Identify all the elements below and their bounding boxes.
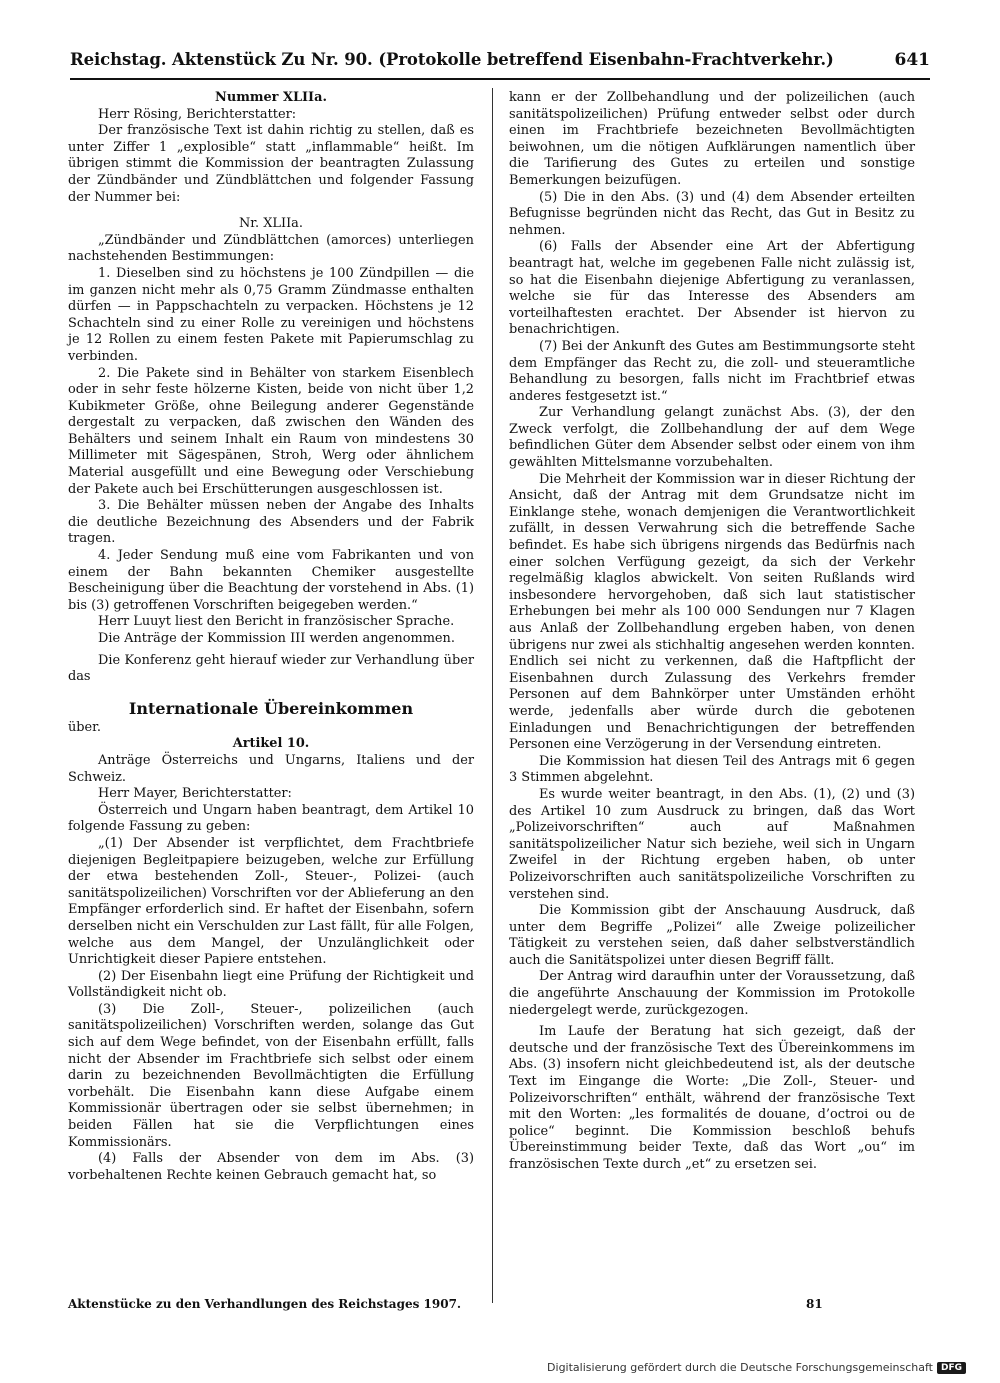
dfg-logo: DFG	[937, 1362, 966, 1374]
header-rule	[70, 78, 930, 80]
paragraph: Die Kommission gibt der Anschauung Ausdruck, daß unter dem Begriffe „Polizei“ alle Zweige polizeilicher Tätigkeit zu verstehen seien, daß daher selbstverständlich auch die Sanitätspolizei unter diesen Begriff fällt.	[509, 903, 915, 968]
paragraph: Der französische Text ist dahin richtig zu stellen, daß es unter Ziffer 1 „explosible“ statt „inflammable“ heißt. Im übrigen stimmt die Kommission der beantragten Zulassung der Zündbänder und Zündblättchen und folgender Fassung der Nummer bei:	[68, 123, 474, 205]
paragraph: kann er der Zollbehandlung und der polizeilichen (auch sanitätspolizeilichen) Prüfung entweder selbst oder durch einen im Frachtbriefe bezeichneten Bevollmächtigten beiwohnen, um die nötigen Aufklärungen namentlich über die Tarifierung des Gutes zu erteilen und sonstige Bemerkungen beizufügen.	[509, 90, 915, 188]
paragraph: 1. Dieselben sind zu höchstens je 100 Zündpillen — die im ganzen nicht mehr als 0,75 Gramm Zündmasse enthalten dürfen — in Pappschachteln zu verpacken. Höchstens je 12 Schachteln sind zu einer Rolle zu vereinigen und höchstens je 12 Rollen zu einem festen Pakete mit Papierumschlag zu verbinden.	[68, 265, 474, 364]
paragraph: „(1) Der Absender ist verpflichtet, dem Frachtbriefe diejenigen Begleitpapiere beizugeben, welche zur Erfüllung der etwa bestehenden Zoll-, Steuer-, Polizei- (auch sanitätspolizeilichen) Vorschriften vor der Ablieferung an den Empfänger erforderlich sind. Er haftet der Eisenbahn, sofern derselben nicht ein Verschulden zur Last fällt, für alle Folgen, welche aus dem Mangel, der Unzulänglichkeit oder Unrichtigkeit dieser Papiere entstehen.	[68, 835, 474, 968]
paragraph: Zur Verhandlung gelangt zunächst Abs. (3), der den Zweck verfolgt, die Zollbehandlung der auf dem Wege befindlichen Güter dem Absender selbst oder einem von ihm gewählten Mittelsmanne vorzubehalten.	[509, 405, 915, 471]
paragraph: 3. Die Behälter müssen neben der Angabe des Inhalts die deutliche Bezeichnung des Absenders und der Fabrik tragen.	[68, 498, 474, 547]
paragraph: 4. Jeder Sendung muß eine vom Fabrikanten und von einem der Bahn bekannten Chemiker ausgestellte Bescheinigung über die Beachtung der vorstehend in Abs. (1) bis (3) getroffenen Vorschriften beigegeben werden.“	[68, 548, 474, 613]
running-header	[70, 50, 930, 76]
paragraph: Herr Mayer, Berichterstatter:	[98, 786, 292, 802]
paragraph: (5) Die in den Abs. (3) und (4) dem Absender erteilten Befugnisse begründen nicht das Recht, das Gut in Besitz zu nehmen.	[509, 189, 915, 238]
paragraph: (4) Falls der Absender von dem im Abs. (3) vorbehaltenen Rechte keinen Gebrauch gemacht hat, so	[68, 1151, 474, 1183]
paragraph: Der Antrag wird daraufhin unter der Voraussetzung, daß die angeführte Anschauung der Kommission im Protokolle niedergelegt werde, zurückgezogen.	[509, 969, 915, 1018]
paragraph: (2) Der Eisenbahn liegt eine Prüfung der Richtigkeit und Vollständigkeit nicht ob.	[68, 968, 474, 1001]
paragraph: Die Kommission hat diesen Teil des Antrags mit 6 gegen 3 Stimmen abgelehnt.	[509, 753, 915, 786]
left-column	[68, 90, 474, 1184]
paragraph: Die Anträge der Kommission III werden angenommen.	[98, 631, 455, 646]
paragraph: 2. Die Pakete sind in Behälter von starkem Eisenblech oder in sehr feste hölzerne Kisten, beide von nicht über 1,2 Kubikmeter Größe, ohne Beilegung anderer Gegenstände dergestalt zu verpacken, daß zwischen den Wänden des Behälters und seinem Inhalt ein Raum von mindestens 30 Millimeter mit Sägespänen, Stroh, Werg oder ähnlichem Material ausgefüllt und eine Bewegung oder Verschiebung der Pakete auch bei Erschütterungen ausgeschlossen ist.	[68, 365, 474, 497]
paragraph: Nummer XLIIa.	[215, 90, 327, 105]
footer-source: Aktenstücke zu den Verhandlungen des Reichstages 1907.	[68, 1297, 462, 1311]
footer-sheet-number: 81	[806, 1297, 823, 1311]
paragraph: Im Laufe der Beratung hat sich gezeigt, daß der deutsche und der französische Text des Übereinkommens im Abs. (3) insofern nicht gleichbedeutend ist, als der deutsche Text im Eingange die Worte: „Die Zoll-, Steuer- und Polizeivorschriften“ enthält, während der französische Text mit den Worten: „les formalités de douane, d’octroi ou de police“ beginnt. Die Kommission beschloß behufs Übereinstimmung beider Texte, daß das Wort „ou“ im französischen Texte durch „et“ zu ersetzen sei.	[509, 1024, 915, 1172]
page-number: 641	[894, 50, 930, 70]
digitization-credit	[547, 1361, 966, 1374]
paragraph: Anträge Österreichs und Ungarns, Italiens und der Schweiz.	[68, 752, 474, 785]
paragraph: Österreich und Ungarn haben beantragt, dem Artikel 10 folgende Fassung zu geben:	[68, 802, 474, 835]
credit-text: Digitalisierung gefördert durch die Deutsche Forschungsgemeinschaft	[547, 1361, 933, 1374]
paragraph: Die Konferenz geht hierauf wieder zur Verhandlung über das	[68, 652, 474, 685]
right-column	[509, 90, 915, 1174]
paragraph: (6) Falls der Absender eine Art der Abfertigung beantragt hat, welche im gegebenen Falle nicht zulässig ist, so hat die Eisenbahn diejenige Abfertigung zu veranlassen, welche sie für das Interesse des Absenders am vorteilhaftesten erachtet. Der Absender ist hiervon zu benachrichtigen.	[509, 239, 915, 338]
paragraph: über.	[68, 719, 102, 735]
paragraph: Internationale Übereinkommen	[128, 698, 414, 718]
column-divider	[492, 88, 493, 1303]
paragraph: Die Mehrheit der Kommission war in dieser Richtung der Ansicht, daß der Antrag mit dem Grundsatze nicht im Einklange stehe, wonach demjenigen die Verantwortlichkeit zufällt, in dessen Verwahrung sich die betreffende Sache befindet. Es habe sich übrigens nirgends das Bedürfnis nach einer solchen Verfügung gezeigt, da sich der Verkehr regelmäßig klaglos abwickelt. Von seiten Rußlands wird insbesondere hervorgehoben, daß sich laut statistischer Erhebungen bei mehr als 100 000 Sendungen nur 7 Klagen aus Anlaß der Zollbehandlung ergeben haben, von denen übrigens nur zwei als stichhaltig angesehen werden konnten. Endlich sei nicht zu verkennen, daß die Haftpflicht der Eisenbahnen durch Zulassung des Verkehrs fremder Personen auf dem Bahnkörper unter Umständen erhöht werde, jedenfalls aber würde durch die gebotenen Einladungen und Benachrichtigungen der betreffenden Personen eine Verzögerung in der Versendung eintreten.	[509, 471, 915, 753]
paragraph: Artikel 10.	[232, 736, 310, 752]
header-title: Reichstag. Aktenstück Zu Nr. 90. (Protokolle betreffend Eisenbahn-Frachtverkehr.)	[70, 50, 834, 69]
paragraph: Es wurde weiter beantragt, in den Abs. (1), (2) und (3) des Artikel 10 zum Ausdruck zu bringen, daß das Wort „Polizeivorschriften“ auch auf Maßnahmen sanitätspolizeilicher Natur sich beziehe, weil sich in Ungarn Zweifel in der Richtung ergeben haben, ob unter Polizeivorschriften auch sanitätspolizeiliche Vorschriften zu verstehen sind.	[509, 786, 915, 902]
paragraph: „Zündbänder und Zündblättchen (amorces) unterliegen nachstehenden Bestimmungen:	[68, 232, 474, 265]
paragraph: Herr Luuyt liest den Bericht in französischer Sprache.	[98, 614, 455, 630]
paragraph: Nr. XLIIa.	[239, 216, 303, 232]
paragraph: (3) Die Zoll-, Steuer-, polizeilichen (auch sanitätspolizeilichen) Vorschriften werden, solange das Gut sich auf dem Wege befindet, von der Eisenbahn erfüllt, falls nicht der Absender im Frachtbriefe sich selbst oder einem darin zu bezeichnenden Bevollmächtigten die Erfüllung vorbehält. Die Eisenbahn kann diese Aufgabe einem Kommissionär übertragen oder sie selbst übernehmen; in beiden Fällen hat sie die Verpflichtungen eines Kommissionärs.	[68, 1001, 474, 1150]
paragraph: (7) Bei der Ankunft des Gutes am Bestimmungsorte steht dem Empfänger das Recht zu, die zoll- und steueramtliche Behandlung zu besorgen, falls nicht im Frachtbrief etwas anderes festgesetzt ist.“	[509, 338, 915, 404]
paragraph: Herr Rösing, Berichterstatter:	[98, 106, 297, 122]
